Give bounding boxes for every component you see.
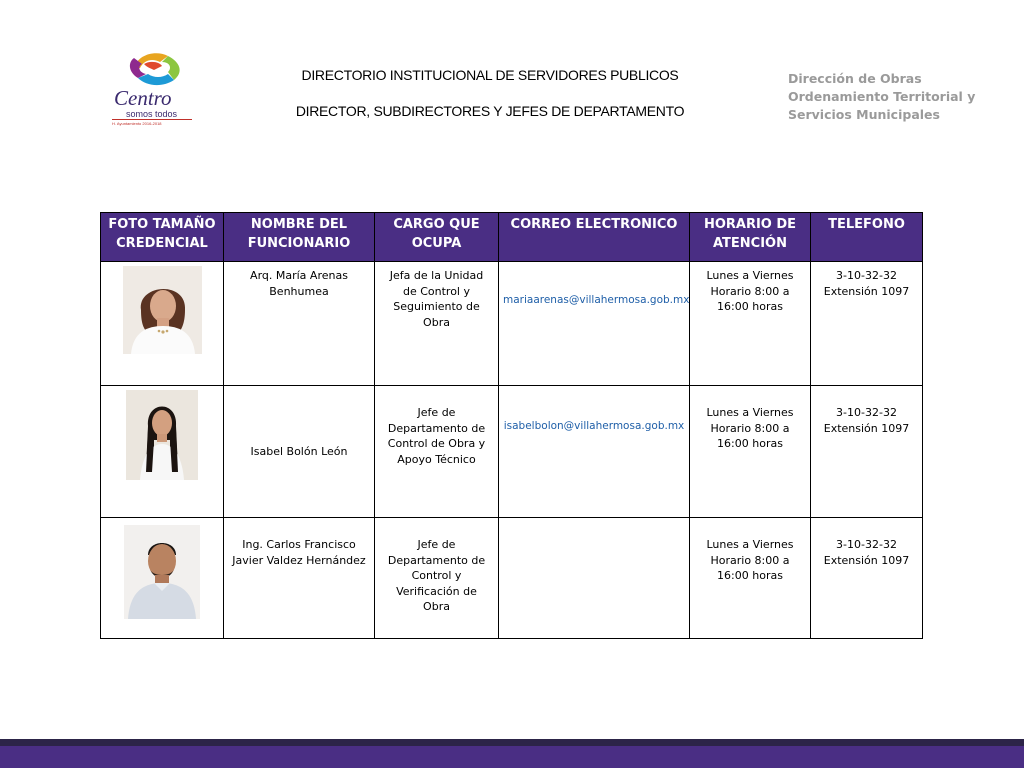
- page-title: DIRECTORIO INSTITUCIONAL DE SERVIDORES PUBLICOS: [301, 67, 679, 83]
- employee-position: de Control y: [402, 284, 470, 298]
- email-cell: [499, 518, 690, 639]
- table-header-row: [101, 213, 923, 262]
- schedule-text: Horario 8:00 a: [710, 553, 790, 567]
- employee-position: Apoyo Técnico: [397, 452, 476, 466]
- phone-number: 3-10-32-32: [836, 269, 897, 282]
- schedule-text: Lunes a Viernes: [706, 538, 794, 551]
- phone-extension: Extensión 1097: [823, 421, 910, 435]
- phone-extension: Extensión 1097: [823, 553, 910, 567]
- position-cell: [375, 262, 499, 386]
- logo-divider: [112, 119, 192, 120]
- logo-tagline: somos todos: [126, 109, 178, 119]
- woman-portrait-photo-icon: [126, 390, 198, 480]
- column-header-photo: FOTO TAMAÑO CREDENCIAL: [101, 213, 224, 262]
- employee-position: Control y: [411, 569, 462, 582]
- photo-cell: [101, 518, 224, 639]
- email-cell: [499, 386, 690, 518]
- schedule-text: 16:00 horas: [717, 437, 783, 450]
- phone-cell: [811, 386, 923, 518]
- column-header-name: NOMBRE DEL FUNCIONARIO: [224, 213, 375, 262]
- employee-name: Benhumea: [269, 284, 329, 298]
- employee-position: Departamento de: [387, 553, 486, 567]
- footer-bar-purple: [0, 746, 1024, 768]
- column-header-schedule: HORARIO DE ATENCIÓN: [690, 213, 811, 262]
- employee-name: Javier Valdez Hernández: [232, 553, 366, 567]
- department-line: Dirección de Obras: [788, 71, 922, 86]
- employee-position: Obra: [423, 315, 450, 329]
- schedule-text: Lunes a Viernes: [706, 406, 794, 419]
- employee-name: Arq. María Arenas: [250, 269, 348, 282]
- department-line: Ordenamiento Territorial y: [788, 89, 976, 104]
- column-header-phone: TELEFONO: [811, 213, 923, 262]
- schedule-text: 16:00 horas: [717, 569, 783, 582]
- column-header-email: CORREO ELECTRONICO: [499, 213, 690, 262]
- table-row: [101, 518, 923, 639]
- phone-number: 3-10-32-32: [836, 538, 897, 551]
- position-cell: [375, 386, 499, 518]
- employee-position: Departamento de: [387, 421, 486, 435]
- phone-cell: [811, 518, 923, 639]
- schedule-text: Horario 8:00 a: [710, 284, 790, 298]
- employee-position: Obra: [423, 600, 450, 613]
- column-header-position: CARGO QUE OCUPA: [375, 213, 499, 262]
- employee-name: Isabel Bolón León: [250, 444, 348, 458]
- email-link[interactable]: mariaarenas@villahermosa.gob.mx: [503, 294, 690, 306]
- name-cell: [224, 518, 375, 639]
- table-row: [101, 386, 923, 518]
- centro-logo: [104, 48, 204, 128]
- footer-bar-dark: [0, 739, 1024, 746]
- schedule-text: Horario 8:00 a: [710, 421, 790, 435]
- email-link[interactable]: isabelbolon@villahermosa.gob.mx: [503, 420, 685, 432]
- schedule-text: 16:00 horas: [717, 300, 783, 313]
- name-cell: [224, 386, 375, 518]
- department-line: Servicios Municipales: [788, 107, 940, 122]
- page-subtitle: DIRECTOR, SUBDIRECTORES Y JEFES DE DEPARTAMENTO: [295, 103, 685, 119]
- directory-table: [100, 212, 923, 639]
- employee-position: Jefe de: [417, 538, 456, 551]
- email-cell: [499, 262, 690, 386]
- schedule-cell: [690, 386, 811, 518]
- logo-ribbon-icon: [104, 48, 204, 90]
- phone-number: 3-10-32-32: [836, 406, 897, 419]
- schedule-cell: [690, 262, 811, 386]
- phone-extension: Extensión 1097: [823, 284, 910, 298]
- phone-cell: [811, 262, 923, 386]
- employee-name: Ing. Carlos Francisco: [242, 538, 356, 551]
- employee-position: Jefa de la Unidad: [389, 269, 484, 282]
- logo-subtitle: H. Ayuntamiento 2016-2018: [112, 121, 162, 126]
- logo-name: Centro: [114, 86, 172, 110]
- employee-position: Jefe de: [417, 406, 456, 419]
- table-row: [101, 262, 923, 386]
- department-name: [788, 70, 975, 124]
- employee-position: Control de Obra y: [387, 437, 486, 450]
- employee-position: Verificación de: [396, 584, 477, 598]
- photo-cell: [101, 386, 224, 518]
- schedule-text: Lunes a Viernes: [706, 269, 794, 282]
- employee-position: Seguimiento de: [393, 300, 480, 313]
- man-portrait-photo-icon: [124, 525, 200, 619]
- photo-cell: [101, 262, 224, 386]
- woman-portrait-photo-icon: [123, 266, 202, 354]
- position-cell: [375, 518, 499, 639]
- schedule-cell: [690, 518, 811, 639]
- name-cell: [224, 262, 375, 386]
